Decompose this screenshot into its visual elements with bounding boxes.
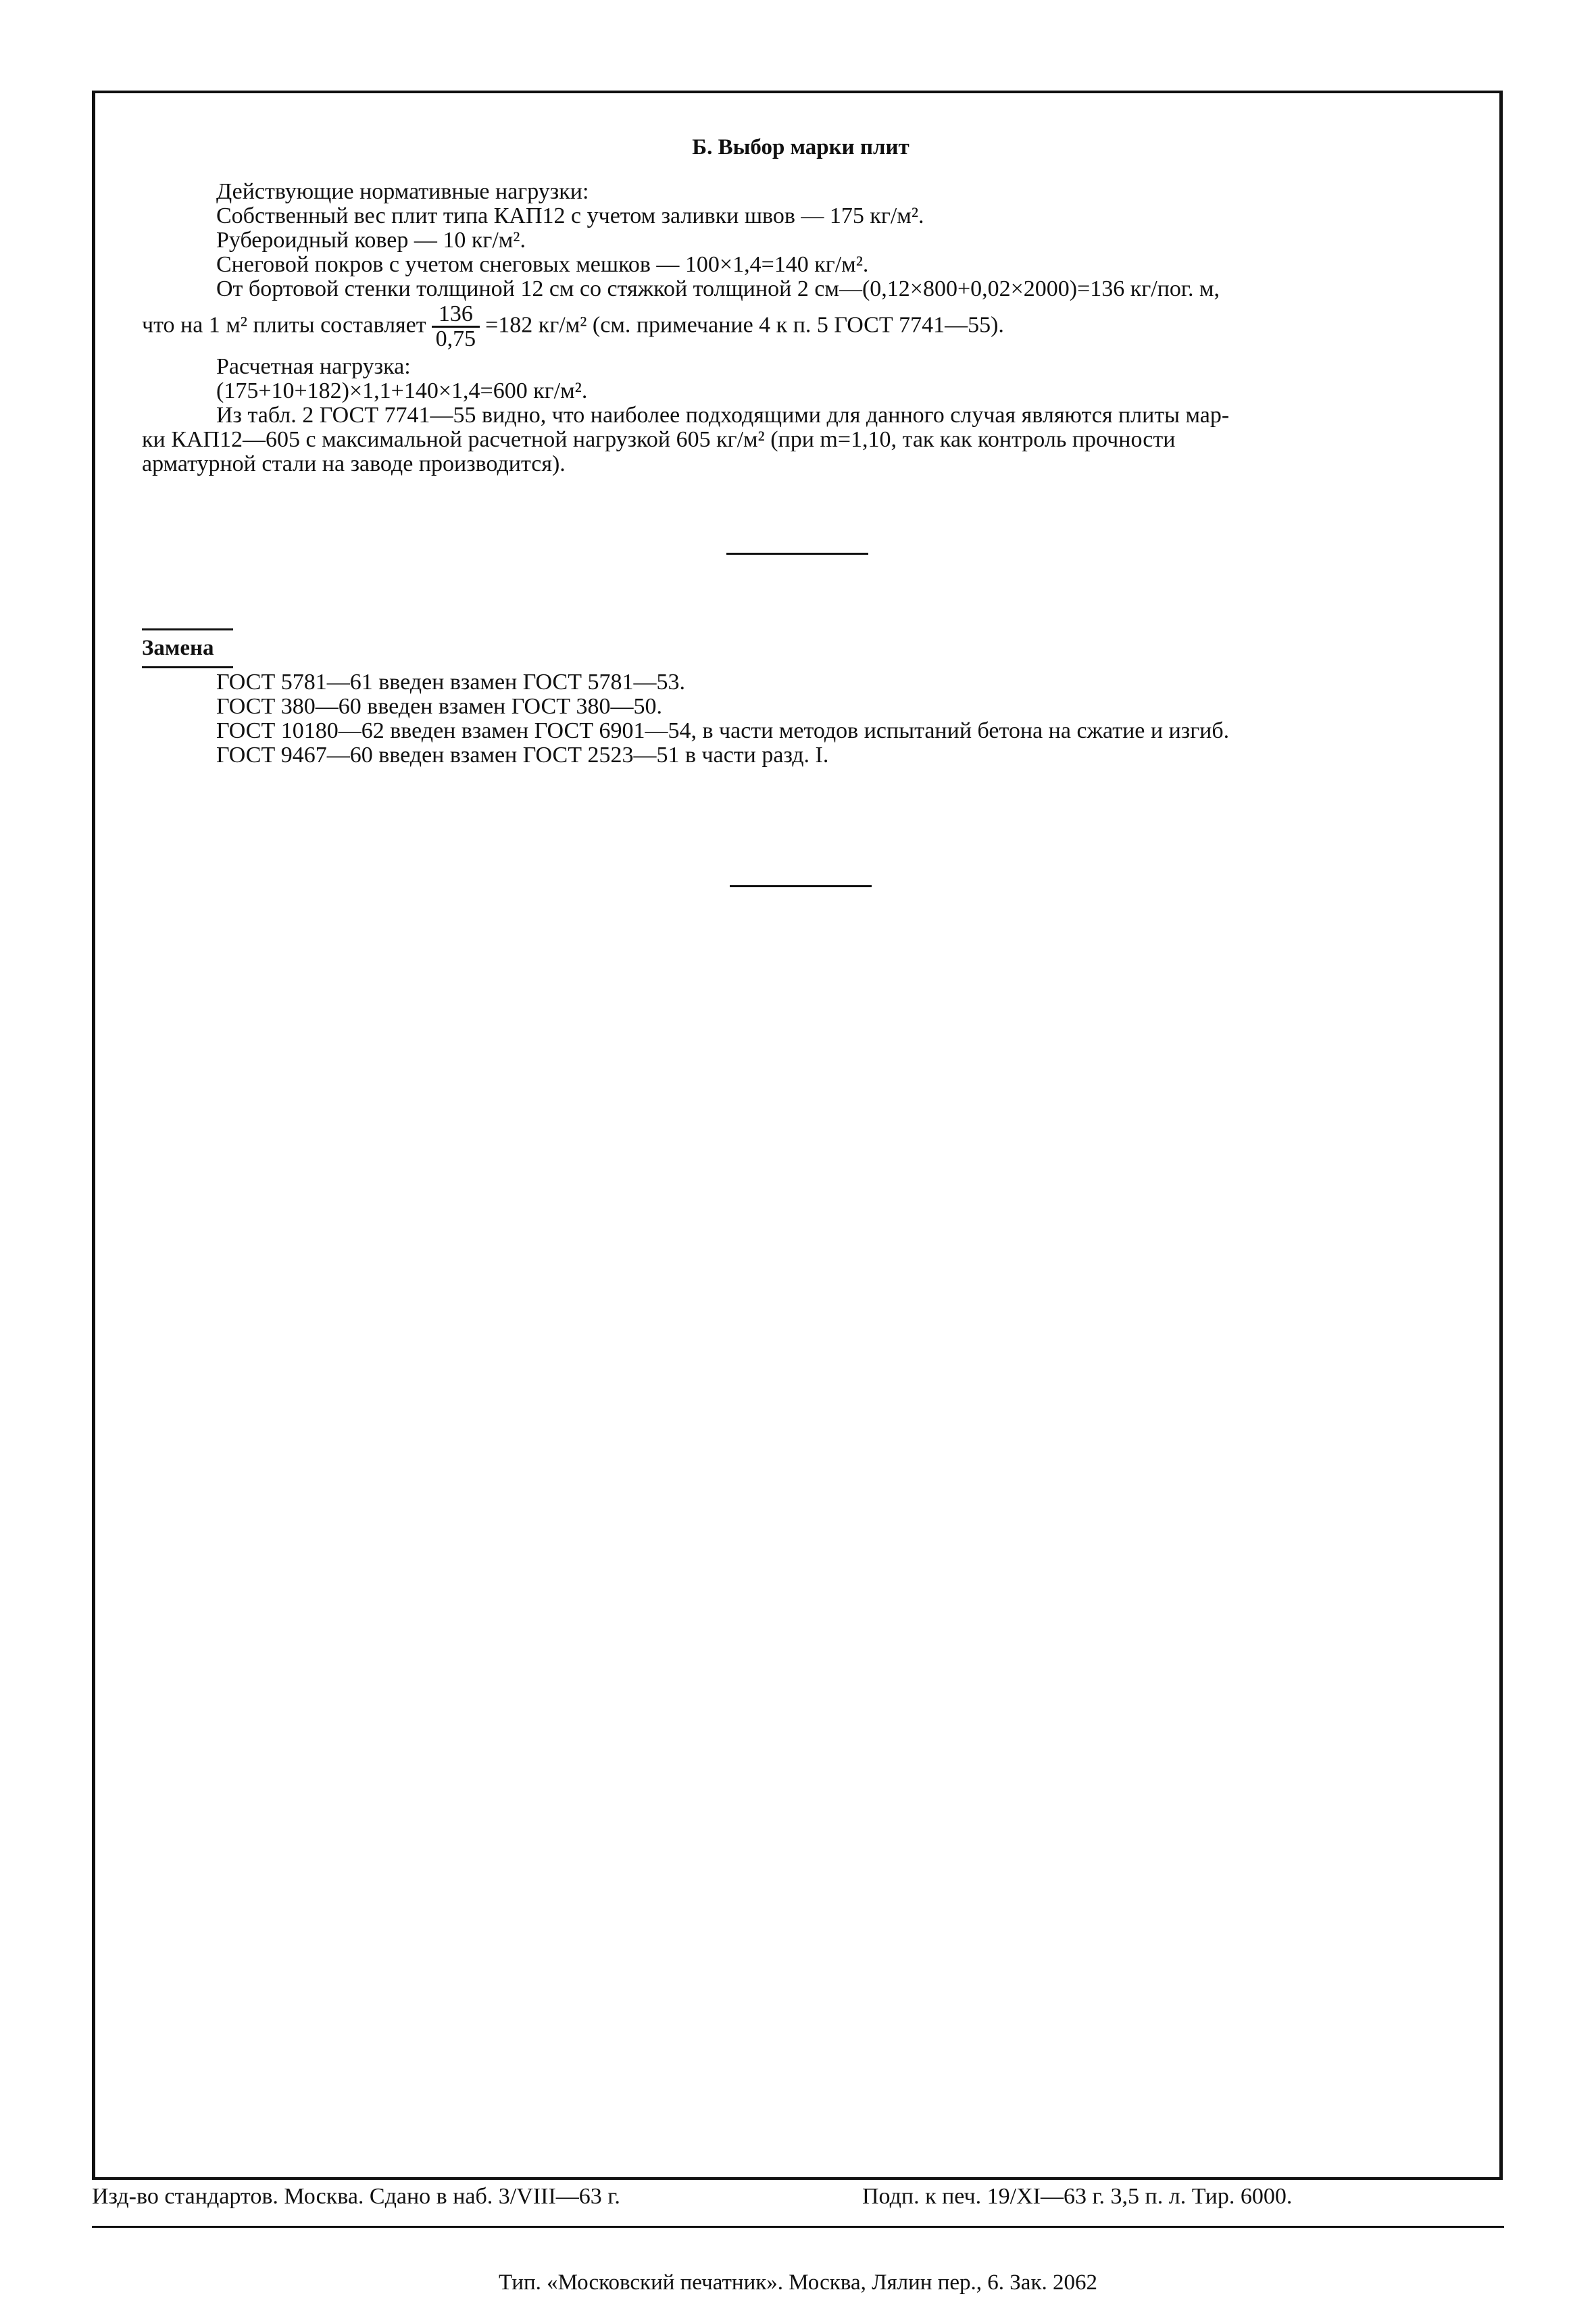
main-content (142, 135, 1460, 476)
load-line-3: Снеговой покров с учетом снеговых мешков — 100×1,4=140 кг/м². (216, 252, 869, 277)
printer-info: Тип. «Московский печатник». Москва, Лялин пер., 6. Зак. 2062 (499, 2270, 1097, 2295)
replacement-section (142, 628, 233, 668)
fraction (432, 303, 480, 351)
load-line-1: Собственный вес плит типа КАП12 с учетом заливки швов — 175 кг/м². (216, 203, 924, 228)
fraction-suffix: =182 кг/м² (см. примечание 4 к п. 5 ГОСТ 7741—55). (485, 312, 1004, 338)
replacement-item: ГОСТ 5781—61 введен взамен ГОСТ 5781—53. (216, 670, 685, 695)
replacement-title-underline (142, 666, 233, 668)
publisher-info: Изд-во стандартов. Москва. Сдано в наб. 3/VIII—63 г. (92, 2184, 620, 2209)
fraction-prefix: что на 1 м² плиты составляет (142, 312, 426, 338)
replacement-item: ГОСТ 9467—60 введен взамен ГОСТ 2523—51 в части разд. I. (216, 743, 829, 768)
replacement-item: ГОСТ 380—60 введен взамен ГОСТ 380—50. (216, 694, 662, 719)
load-line-2: Рубероидный ковер — 10 кг/м². (216, 228, 526, 253)
load-line-4: От бортовой стенки толщиной 12 см со стяжкой толщиной 2 см—(0,12×800+0,02×2000)=136 кг/пог. м, (216, 276, 1220, 301)
replacement-item: ГОСТ 10180—62 введен взамен ГОСТ 6901—54, в части методов испытаний бетона на сжатие и изгиб. (216, 718, 1230, 743)
separator-rule-1 (726, 553, 868, 555)
fraction-numerator: 136 (432, 303, 480, 328)
print-info: Подп. к печ. 19/XI—63 г. 3,5 п. л. Тир. 6000. (862, 2184, 1293, 2209)
loads-intro: Действующие нормативные нагрузки: (216, 179, 589, 204)
section-heading: Б. Выбор марки плит (692, 135, 909, 159)
replacement-list (216, 670, 1229, 768)
footer-rule (92, 2226, 1504, 2228)
conclusion-line-1: Из табл. 2 ГОСТ 7741—55 видно, что наиболее подходящими для данного случая являются плиты мар- (216, 403, 1230, 428)
conclusion-line-3: арматурной стали на заводе производится). (142, 451, 566, 476)
fraction-line (142, 303, 1460, 351)
replacement-title-overline (142, 628, 233, 630)
design-load-title: Расчетная нагрузка: (216, 354, 411, 379)
replacement-title: Замена (142, 636, 214, 660)
design-load-formula: (175+10+182)×1,1+140×1,4=600 кг/м². (216, 378, 588, 403)
separator-rule-2 (730, 885, 872, 887)
conclusion-line-2: ки КАП12—605 с максимальной расчетной нагрузкой 605 кг/м² (при m=1,10, так как контроль прочности (142, 427, 1176, 452)
fraction-denominator: 0,75 (435, 326, 476, 351)
